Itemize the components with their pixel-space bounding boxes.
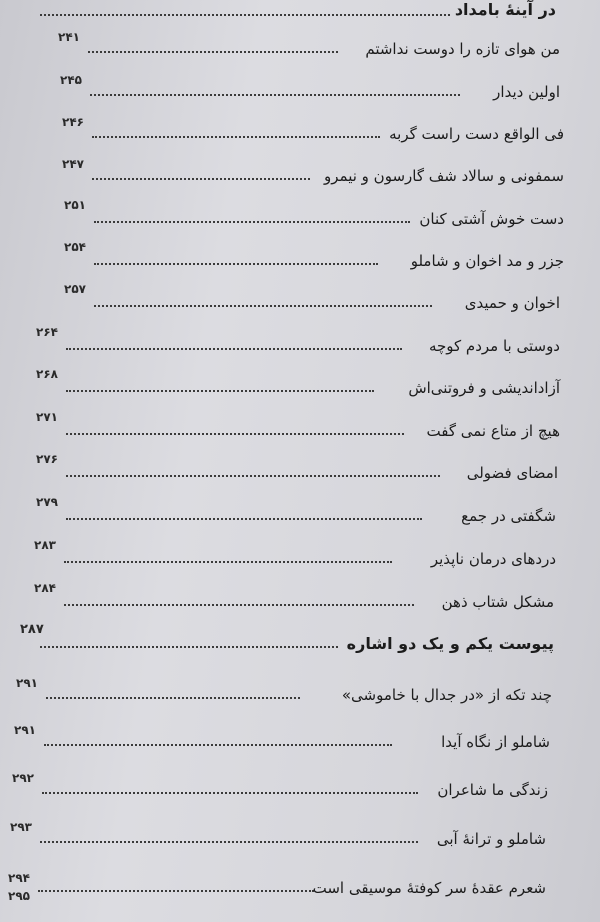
leader-dots <box>94 221 410 223</box>
leader-dots <box>40 841 418 843</box>
toc-entry <box>0 30 600 65</box>
page-number: ۲۹۱ <box>16 676 38 690</box>
toc-entry <box>0 723 600 758</box>
page-number: ۲۶۸ <box>36 367 58 381</box>
toc-entry <box>0 115 600 150</box>
toc-entry <box>0 820 600 855</box>
page-number: ۲۹۵ <box>8 889 30 903</box>
toc-entry <box>0 676 600 711</box>
page-number: ۲۴۶ <box>62 115 84 129</box>
leader-dots <box>64 604 414 606</box>
leader-dots <box>90 94 460 96</box>
leader-dots <box>64 561 392 563</box>
page-number: ۲۸۴ <box>34 581 56 595</box>
leader-dots <box>92 136 380 138</box>
toc-section-heading <box>0 622 600 660</box>
page-number: ۲۵۴ <box>64 240 86 254</box>
entry-title: چند تکه از «در جدال با خاموشی» <box>341 686 552 704</box>
entry-title: شاملو و ترانهٔ آبی <box>436 830 546 848</box>
toc-entry <box>0 452 600 489</box>
toc-entry <box>0 495 600 532</box>
entry-title: من هوای تازه را دوست نداشتم <box>365 40 560 58</box>
page-number: ۲۴۱ <box>58 30 80 44</box>
entry-title: جزر و مد اخوان و شاملو <box>410 252 564 270</box>
entry-title: شگفتی در جمع <box>461 507 556 525</box>
leader-dots <box>44 744 392 746</box>
entry-title: سمفونی و سالاد شف گارسون و نیمرو <box>324 167 564 185</box>
entry-title: شاملو از نگاه آیدا <box>441 733 550 751</box>
page-number: ۲۸۳ <box>34 538 56 552</box>
entry-title: فی الواقع دست راست گربه <box>389 125 564 143</box>
toc-entry <box>0 240 600 277</box>
toc-entry <box>0 282 600 319</box>
page-number: ۲۶۴ <box>36 325 58 339</box>
leader-dots <box>40 646 338 648</box>
toc-section-heading <box>0 0 600 26</box>
toc-entry <box>0 198 600 235</box>
leader-dots <box>40 14 450 16</box>
leader-dots <box>92 178 310 180</box>
entry-title: اولین دیدار <box>493 83 560 101</box>
leader-dots <box>88 51 338 53</box>
page-number: ۲۹۳ <box>10 820 32 834</box>
page-number: ۲۷۶ <box>36 452 58 466</box>
entry-title: هیچ از متاع نمی گفت <box>426 422 560 440</box>
page-number: ۲۴۵ <box>60 73 82 87</box>
entry-title: زندگی ما شاعران <box>437 781 548 799</box>
entry-title: پیوست یکم و یک دو اشاره <box>346 634 554 653</box>
leader-dots <box>42 792 418 794</box>
leader-dots <box>66 518 422 520</box>
entry-title: دردهای درمان ناپذیر <box>430 550 556 568</box>
leader-dots <box>94 263 378 265</box>
entry-title: آزاداندیشی و فروتنی‌اش <box>408 379 560 397</box>
toc-entry <box>0 890 600 922</box>
toc-entry <box>0 73 600 108</box>
toc-entry <box>0 157 600 192</box>
entry-title: دوستی با مردم کوچه <box>428 337 560 355</box>
entry-title: اخوان و حمیدی <box>464 294 560 312</box>
leader-dots <box>94 305 432 307</box>
leader-dots <box>66 348 402 350</box>
page-number: ۲۵۷ <box>64 282 86 296</box>
entry-title: امضای فضولی <box>466 464 558 482</box>
leader-dots <box>66 433 404 435</box>
page-number: ۲۹۱ <box>14 723 36 737</box>
page-number: ۲۹۲ <box>12 771 34 785</box>
entry-title: شعرم عقدهٔ سر کوفتهٔ موسیقی است <box>312 879 546 897</box>
page-number: ۲۴۷ <box>62 157 84 171</box>
toc-entry <box>0 538 600 575</box>
entry-title: دست خوش آشتی کنان <box>419 210 564 228</box>
toc-entry <box>0 410 600 447</box>
entry-title: مشکل شتاب ذهن <box>441 593 554 611</box>
page-number: ۲۹۴ <box>8 871 30 885</box>
toc-entry <box>0 367 600 404</box>
page-number: ۲۵۱ <box>64 198 86 212</box>
leader-dots <box>66 390 374 392</box>
page-number: ۲۸۷ <box>20 622 44 637</box>
page-number: ۲۷۹ <box>36 495 58 509</box>
leader-dots <box>66 475 440 477</box>
toc-entry <box>0 771 600 806</box>
toc-entry <box>0 581 600 618</box>
toc-entry <box>0 325 600 362</box>
leader-dots <box>46 697 300 699</box>
page-number: ۲۷۱ <box>36 410 58 424</box>
entry-title: در آینهٔ بامداد <box>454 0 556 19</box>
